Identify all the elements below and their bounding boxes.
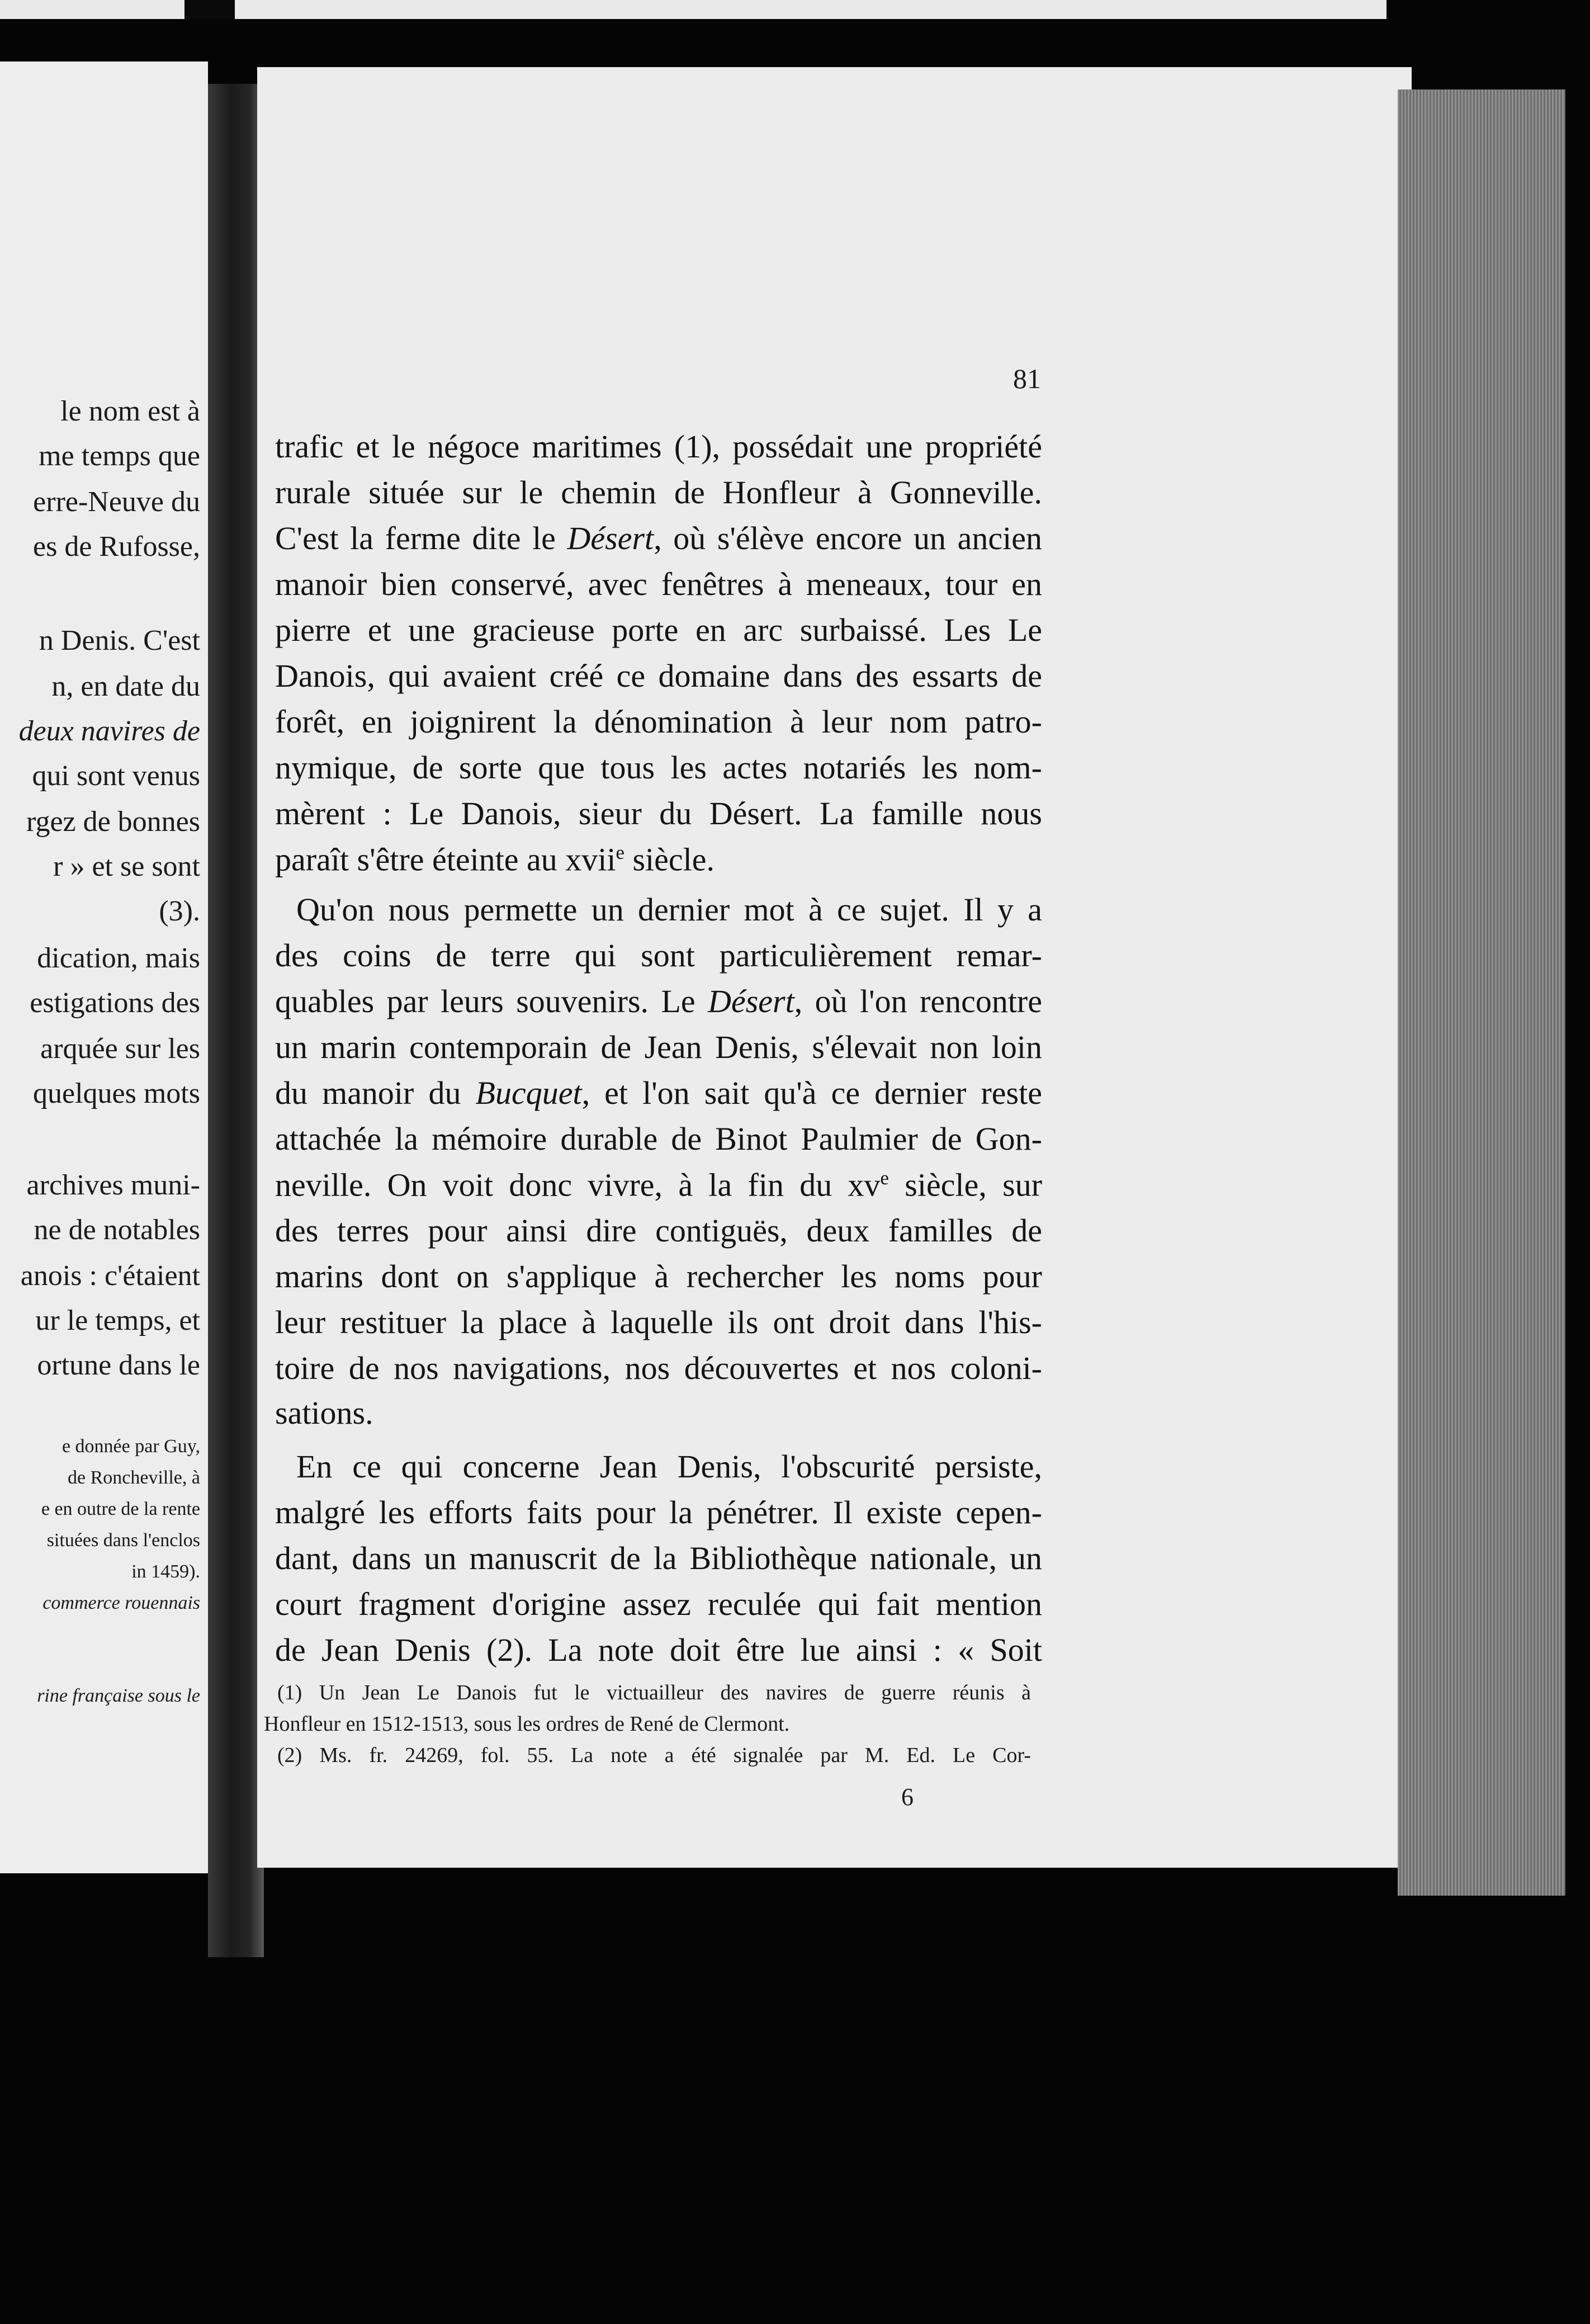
- text-line: dant, dans un manuscrit de la Bibliothèque nationale, un: [275, 1540, 1042, 1576]
- text-line: quables par leurs souvenirs. Le Désert, où l'on rencontre: [275, 983, 1042, 1019]
- text-line: C'est la ferme dite le Désert, où s'élève encore un ancien: [275, 520, 1042, 556]
- left-line: es de Rufosse,: [33, 531, 200, 563]
- text-line: forêt, en joignirent la dénomination à leur nom patro-: [275, 703, 1042, 740]
- top-edge-gap: [184, 0, 235, 19]
- text-line: marins dont on s'applique à rechercher les noms pour: [275, 1258, 1042, 1295]
- left-line: r » et se sont: [53, 851, 200, 882]
- text-line: court fragment d'origine assez reculée qui fait mention: [275, 1586, 1042, 1622]
- left-line: ortune dans le: [37, 1349, 200, 1381]
- previous-page-fragment: [0, 62, 208, 1873]
- text-line: leur restituer la place à laquelle ils ont droit dans l'his-: [275, 1304, 1042, 1340]
- left-line: n, en date du: [51, 670, 200, 702]
- book-gutter: [208, 84, 264, 1957]
- left-line: dication, mais: [37, 942, 200, 974]
- text-line: mèrent : Le Danois, sieur du Désert. La famille nous: [275, 795, 1042, 832]
- left-footnote-line: rine française sous le: [37, 1685, 200, 1706]
- left-footnote-line: e en outre de la rente: [41, 1499, 200, 1519]
- left-line: estigations des: [30, 987, 200, 1019]
- text-line: attachée la mémoire durable de Binot Paulmier de Gon-: [275, 1121, 1042, 1157]
- left-line: erre-Neuve du: [33, 486, 200, 518]
- page-number: 81: [1013, 363, 1041, 394]
- text-line: neville. On voit donc vivre, à la fin du $xv^e$ siècle, sur: [275, 1166, 1043, 1203]
- left-line: le nom est à: [60, 395, 200, 427]
- footnote: Honfleur en 1512-1513, sous les ordres de René de Clermont.: [264, 1712, 790, 1736]
- left-line: n Denis. C'est: [39, 625, 200, 656]
- left-line: anois : c'étaient: [20, 1260, 200, 1292]
- text-line: des terres pour ainsi dire contiguës, deux familles de: [275, 1212, 1042, 1249]
- text-line: manoir bien conservé, avec fenêtres à meneaux, tour en: [275, 566, 1042, 602]
- text-line: un marin contemporain de Jean Denis, s'élevait non loin: [275, 1029, 1042, 1065]
- left-line: qui sont venus: [32, 760, 200, 792]
- left-footnote-line: commerce rouennais: [42, 1593, 200, 1613]
- left-line: rgez de bonnes: [26, 806, 200, 838]
- left-footnote-line: de Roncheville, à: [68, 1467, 200, 1488]
- text-line: Danois, qui avaient créé ce domaine dans des essarts de: [275, 658, 1042, 694]
- signature-mark: 6: [901, 1783, 914, 1811]
- text-line: nymique, de sorte que tous les actes notariés les nom-: [275, 749, 1042, 786]
- text-line: malgré les efforts faits pour la pénétrer. Il existe cepen-: [275, 1494, 1042, 1531]
- text-line: toire de nos navigations, nos découvertes et nos coloni-: [275, 1350, 1042, 1386]
- footnote: (2) Ms. fr. 24269, fol. 55. La note a été signalée par M. Ed. Le Cor-: [277, 1744, 1031, 1767]
- text-line: paraît s'être éteinte au xvii$^e$ siècle.: [275, 841, 714, 878]
- footnote: (1) Un Jean Le Danois fut le victuailleur des navires de guerre réunis à: [277, 1681, 1031, 1704]
- left-line: deux navires de: [18, 715, 200, 747]
- left-footnote-line: e donnée par Guy,: [61, 1436, 200, 1457]
- text-line: sations.: [275, 1395, 373, 1431]
- left-footnote-line: situées dans l'enclos: [46, 1530, 200, 1551]
- text-line: En ce qui concerne Jean Denis, l'obscurité persiste,: [296, 1448, 1042, 1485]
- left-line: archives muni-: [26, 1169, 200, 1201]
- left-line: ne de notables: [34, 1214, 200, 1246]
- left-line: (3).: [159, 895, 200, 927]
- text-line: du manoir du Bucquet, et l'on sait qu'à ce dernier reste: [275, 1075, 1042, 1111]
- text-line: rurale située sur le chemin de Honfleur à Gonneville.: [275, 474, 1042, 511]
- text-line: trafic et le négoce maritimes (1), possédait une propriété: [275, 428, 1042, 465]
- text-line: des coins de terre qui sont particulièrement remar-: [275, 937, 1042, 974]
- text-line: Qu'on nous permette un dernier mot à ce sujet. Il y a: [296, 891, 1042, 928]
- left-line: ur le temps, et: [35, 1305, 200, 1336]
- left-footnote-line: in 1459).: [131, 1561, 200, 1582]
- left-line: quelques mots: [33, 1078, 200, 1109]
- left-line: me temps que: [39, 440, 200, 472]
- text-line: de Jean Denis (2). La note doit être lue ainsi : « Soit: [275, 1632, 1042, 1668]
- page-stack-edge: [1398, 89, 1565, 1896]
- left-line: arquée sur les: [40, 1033, 200, 1065]
- text-line: pierre et une gracieuse porte en arc surbaissé. Les Le: [275, 612, 1042, 648]
